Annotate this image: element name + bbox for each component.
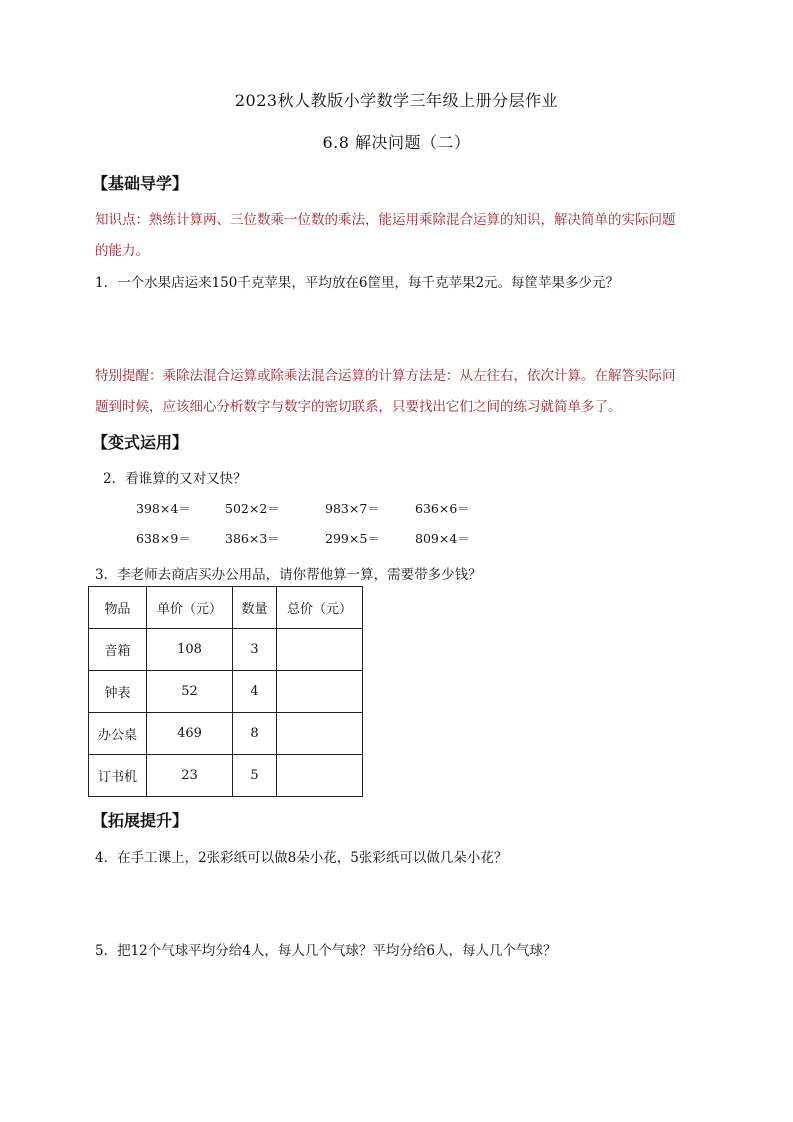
table-cell-answer [277,755,363,797]
table-row [89,629,363,671]
table-cell: 4 [233,671,277,713]
document-subtitle: 6.8 解决问题（二） [322,133,471,152]
table-cell: 音箱 [89,629,147,671]
table-cell: 钟表 [89,671,147,713]
calc-item: 398×4＝ [136,501,191,516]
table-cell: 办公桌 [89,713,147,755]
question-3: 3．李老师去商店买办公用品，请你帮他算一算，需要带多少钱？ [95,567,482,583]
table-cell: 23 [147,755,233,797]
calc-item: 638×9＝ [136,531,191,546]
table-row [89,755,363,797]
table-cell: 订书机 [89,755,147,797]
question-4: 4．在手工课上，2张彩纸可以做8朵小花，5张彩纸可以做几朵小花？ [95,850,508,866]
knowledge-point-line1: 知识点：熟练计算两、三位数乘一位数的乘法，能运用乘除混合运算的知识，解决简单的实际问题 [95,212,676,228]
table-header-cell: 单价（元） [147,587,233,629]
calc-item: 502×2＝ [225,501,280,516]
knowledge-point-line2: 的能力。 [95,243,149,259]
section-heading-variant: 【变式运用】 [92,433,189,452]
tip-line2: 题到时候，应该细心分析数字与数字的密切联系，只要找出它们之间的练习就简单多了。 [95,399,622,415]
table-cell: 108 [147,629,233,671]
calc-item: 809×4＝ [415,531,470,546]
question-1: 1．一个水果店运来150千克苹果，平均放在6筐里，每千克苹果2元。每筐苹果多少元？ [95,275,620,291]
question-2: 2．看谁算的又对又快？ [103,471,247,487]
calc-item: 299×5＝ [325,531,380,546]
table-cell-answer [277,713,363,755]
table-cell: 52 [147,671,233,713]
calc-item: 636×6＝ [415,501,470,516]
table-header-row [89,587,363,629]
section-heading-extension: 【拓展提升】 [92,811,189,830]
table-cell-answer [277,629,363,671]
question-5: 5．把12个气球平均分给4人，每人几个气球？平均分给6人，每人几个气球？ [95,943,557,959]
section-heading-basic: 【基础导学】 [92,174,189,193]
calc-item: 386×3＝ [225,531,280,546]
document-title: 2023秋人教版小学数学三年级上册分层作业 [234,91,559,110]
table-header-cell: 总价（元） [277,587,363,629]
table-cell: 3 [233,629,277,671]
calc-item: 983×7＝ [325,501,380,516]
price-table [88,586,363,797]
table-row [89,671,363,713]
table-header-cell: 物品 [89,587,147,629]
table-cell: 8 [233,713,277,755]
tip-line1: 特别提醒：乘除法混合运算或除乘法混合运算的计算方法是：从左往右，依次计算。在解答实际问 [95,368,676,384]
table-cell: 5 [233,755,277,797]
table-cell-answer [277,671,363,713]
table-cell: 469 [147,713,233,755]
table-header-cell: 数量 [233,587,277,629]
table-row [89,713,363,755]
